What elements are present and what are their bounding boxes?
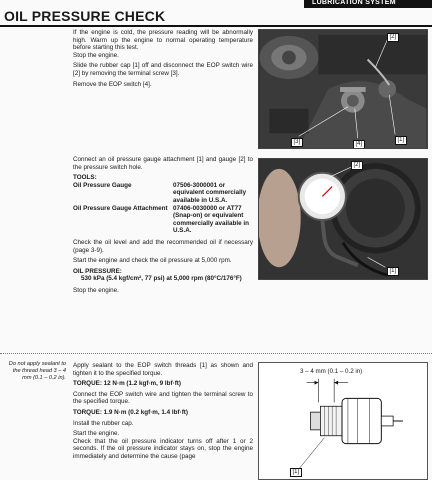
torque-spec-2: TORQUE: 1.9 N·m (0.2 kgf·m, 1.4 lbf·ft) [73,408,188,416]
tool-number: 07406-0030000 or AT77 (Snap-on) or equivalent commercially available in U.S.A. [173,204,249,235]
photo-eop-switch [258,29,428,149]
gauge-photo-graphic [259,159,427,279]
step-warmup: If the engine is cold, the pressure reading will be abnormally high. Warm up the engine to normal operating temperature before starting this test. [73,29,253,52]
callout-label: [4] [353,140,365,149]
photo-pressure-gauge [258,158,428,280]
page-header [0,0,432,26]
step-connect-wire: Connect the EOP switch wire and tighten the terminal screw to the specified torque. [73,390,253,406]
callout-label: [3] [291,138,303,147]
tool-name: Oil Pressure Gauge [73,181,132,189]
eop-switch-drawing [259,363,427,479]
spec-label: OIL PRESSURE: [73,267,122,275]
step-check-indicator: Check that the oil pressure indicator turns off after 1 or 2 seconds. If the oil pressure indicator stays on, stop the engine immediately and determine the cause (page [73,437,253,460]
step-stop-2: Stop the engine. [73,286,119,294]
callout-label: [2] [387,33,399,42]
procedure-text-1 [73,29,253,91]
callout-label: [1] [387,267,399,276]
step-stop-1: Stop the engine. [73,51,119,59]
step-connect-gauge: Connect an oil pressure gauge attachment [1] and gauge [2] to the pressure switch hole. [73,156,253,171]
section-divider [0,353,432,354]
page-title: OIL PRESSURE CHECK [4,8,166,24]
section-tab: LUBRICATION SYSTEM [304,0,432,8]
step-remove-switch: Remove the EOP switch [4]. [73,80,152,88]
title-rule [0,25,432,27]
procedure-text-2 [73,156,253,298]
step-apply-sealant: Apply sealant to the EOP switch threads [1] as shown and tighten it to the specified torque. [73,362,253,377]
tools-label: TOOLS: [73,174,97,182]
spec-value: 530 kPa (5.4 kgf/cm², 77 psi) at 5,000 rpm (80°C/176°F) [81,275,242,283]
sidenote: Do not apply sealant to the thread head 3 – 4 mm (0.1 – 0.2 in). [8,361,66,381]
engine-photo-graphic [259,30,427,148]
callout-label: [1] [290,468,302,477]
step-start-check: Start the engine and check the oil pressure at 5,000 rpm. [73,257,232,265]
tool-name: Oil Pressure Gauge Attachment [73,204,168,212]
step-check-oil: Check the oil level and add the recommended oil if necessary (page 3-9). [73,238,253,254]
tool-row [73,205,253,235]
callout-label: [1] [395,136,407,145]
step-start-engine: Start the engine. [73,430,120,438]
tool-row [73,182,253,205]
callout-label: [2] [351,161,363,170]
tool-number: 07506-3000001 or equivalent commercially available in U.S.A. [173,181,247,204]
torque-spec-1: TORQUE: 12 N·m (1.2 kgf·m, 9 lbf·ft) [73,380,181,388]
step-disconnect: Slide the rubber cap [1] off and disconnect the EOP switch wire [2] by removing the terminal screw [3]. [73,62,253,77]
eop-switch-diagram [258,362,428,480]
procedure-text-3 [73,362,253,464]
dimension-label: 3 – 4 mm (0.1 – 0.2 in) [300,368,363,375]
step-install-cap: Install the rubber cap. [73,419,134,427]
